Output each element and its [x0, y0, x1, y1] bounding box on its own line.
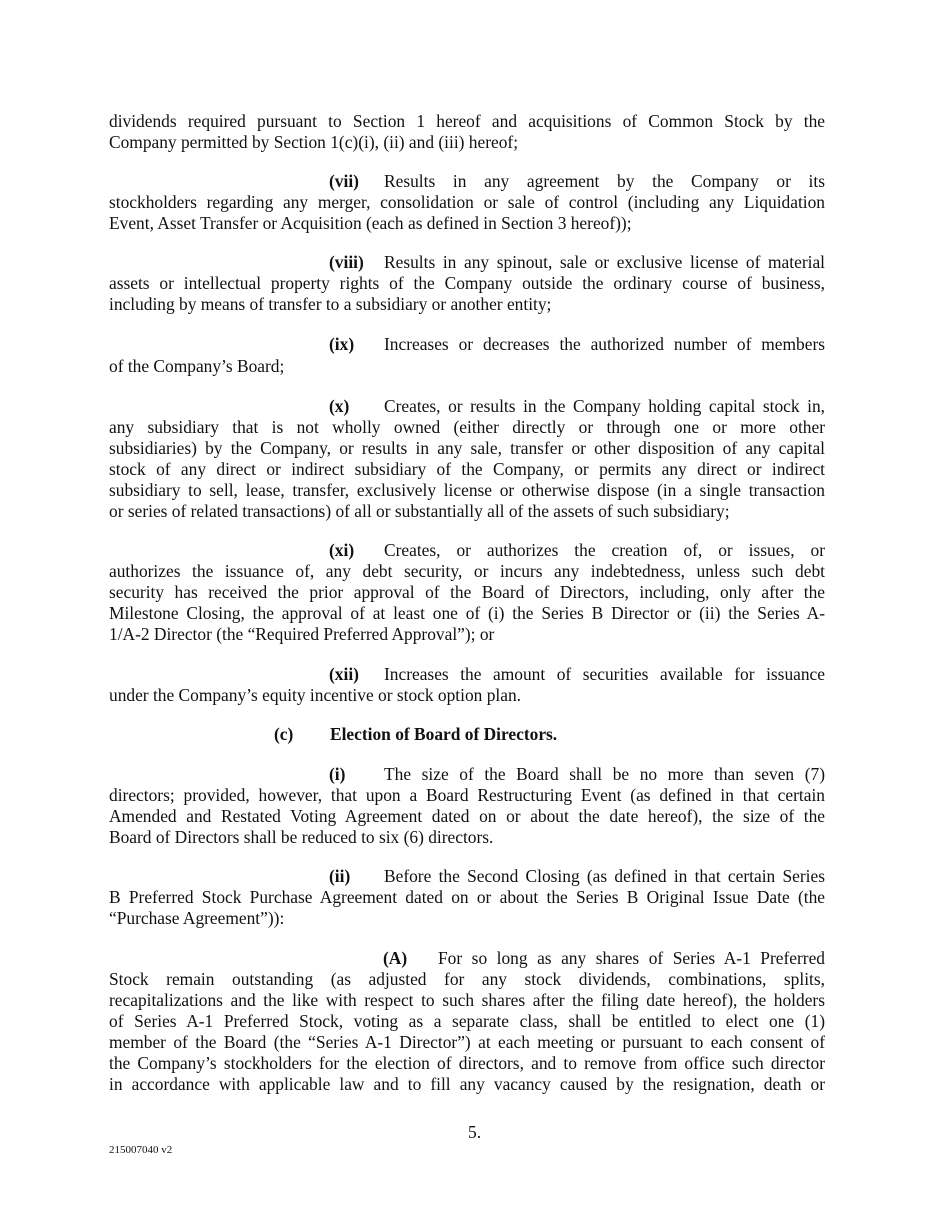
clause-number: (viii) — [329, 252, 364, 272]
text-line: the Company’s stockholders for the election of directors, and to remove from office such director — [109, 1053, 825, 1073]
text-line: any subsidiary that is not wholly owned (either directly or through one or more other — [109, 417, 825, 437]
text-span: Increases or decreases the authorized number of members — [384, 334, 825, 354]
text-span: Before the Second Closing (as defined in that certain Series — [384, 866, 825, 886]
document-id: 215007040 v2 — [109, 1144, 173, 1156]
text-span: Results in any spinout, sale or exclusive license of material — [384, 252, 825, 272]
section-number: (c) — [274, 724, 294, 744]
text-line: dividends required pursuant to Section 1 hereof and acquisitions of Common Stock by the — [109, 111, 825, 131]
text-line: Board of Directors shall be reduced to six (6) directors. — [109, 827, 494, 847]
paragraph-first-line — [329, 866, 825, 887]
text-line: B Preferred Stock Purchase Agreement dated on or about the Series B Original Issue Date (the — [109, 887, 825, 907]
paragraph-first-line — [329, 252, 825, 273]
text-line: stock of any direct or indirect subsidiary of the Company, or permits any direct or indirect — [109, 459, 825, 479]
text-line: subsidiaries) by the Company, or results in any sale, transfer or other disposition of any capital — [109, 438, 825, 458]
text-line: Amended and Restated Voting Agreement dated on or about the date hereof), the size of the — [109, 806, 825, 826]
text-span: Creates, or authorizes the creation of, or issues, or — [384, 540, 825, 560]
text-line: directors; provided, however, that upon a Board Restructuring Event (as defined in that certain — [109, 785, 825, 805]
clause-number: (xi) — [329, 540, 355, 560]
section-title: Election of Board of Directors. — [330, 724, 558, 744]
clause-number: (x) — [329, 396, 350, 416]
text-span: The size of the Board shall be no more than seven (7) — [384, 764, 825, 784]
text-span: Creates, or results in the Company holding capital stock in, — [384, 396, 825, 416]
text-line: stockholders regarding any merger, consolidation or sale of control (including any Liquidation — [109, 192, 825, 212]
text-line: of the Company’s Board; — [109, 356, 285, 376]
page-number: 5. — [468, 1122, 482, 1142]
paragraph-first-line — [329, 171, 825, 192]
paragraph-first-line — [329, 334, 825, 355]
section-heading — [274, 724, 557, 745]
paragraph-first-line — [329, 764, 825, 785]
text-line: authorizes the issuance of, any debt security, or incurs any indebtedness, unless such debt — [109, 561, 825, 581]
text-line: member of the Board (the “Series A-1 Director”) at each meeting or pursuant to each consent of — [109, 1032, 825, 1052]
text-span: For so long as any shares of Series A-1 Preferred — [438, 948, 825, 968]
paragraph-first-line — [329, 396, 825, 417]
clause-number: (xii) — [329, 664, 359, 684]
text-span: Results in any agreement by the Company or its — [384, 171, 825, 191]
text-line: subsidiary to sell, lease, transfer, exclusively license or otherwise dispose (in a single transaction — [109, 480, 825, 500]
text-line: Company permitted by Section 1(c)(i), (ii) and (iii) hereof; — [109, 132, 519, 152]
text-line: assets or intellectual property rights of the Company outside the ordinary course of business, — [109, 273, 825, 293]
paragraph-first-line — [383, 948, 825, 969]
clause-number: (ii) — [329, 866, 351, 886]
text-line: under the Company’s equity incentive or stock option plan. — [109, 685, 521, 705]
paragraph-first-line — [329, 664, 825, 685]
text-line: in accordance with applicable law and to fill any vacancy caused by the resignation, death or — [109, 1074, 825, 1094]
text-line: Stock remain outstanding (as adjusted for any stock dividends, combinations, splits, — [109, 969, 825, 989]
text-span: Increases the amount of securities available for issuance — [384, 664, 825, 684]
text-line: or series of related transactions) of all or substantially all of the assets of such subsidiary; — [109, 501, 730, 521]
paragraph-first-line — [329, 540, 825, 561]
clause-number: (i) — [329, 764, 346, 784]
clause-number: (A) — [383, 948, 408, 968]
clause-number: (vii) — [329, 171, 359, 191]
text-line: including by means of transfer to a subsidiary or another entity; — [109, 294, 552, 314]
text-line: Milestone Closing, the approval of at least one of (i) the Series B Director or (ii) the Series A- — [109, 603, 825, 623]
text-line: Event, Asset Transfer or Acquisition (each as defined in Section 3 hereof)); — [109, 213, 632, 233]
clause-number: (ix) — [329, 334, 355, 354]
text-line: 1/A-2 Director (the “Required Preferred Approval”); or — [109, 624, 495, 644]
text-line: recapitalizations and the like with respect to such shares after the filing date hereof), the holders — [109, 990, 825, 1010]
text-line: “Purchase Agreement”)): — [109, 908, 285, 928]
text-line: security has received the prior approval of the Board of Directors, including, only after the — [109, 582, 825, 602]
text-line: of Series A-1 Preferred Stock, voting as a separate class, shall be entitled to elect one (1) — [109, 1011, 825, 1031]
